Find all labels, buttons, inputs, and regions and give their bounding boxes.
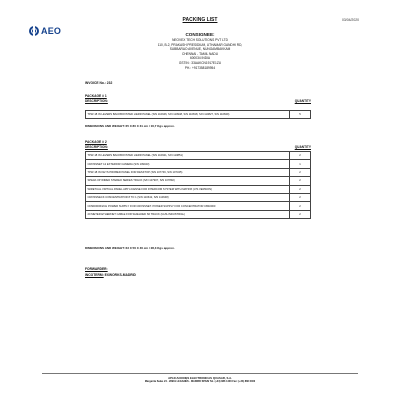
item-quantity: 2 [290,210,311,218]
consignee-block [0,32,400,70]
package-2-header [85,145,311,149]
description-header: DESCRIPTION: [85,99,108,103]
logo-text: AEO [41,26,62,36]
table-row [86,160,311,168]
table-row [86,111,311,119]
table-row [86,202,311,210]
item-quantity: 2 [290,193,311,201]
consignee-line: PH.: +917358189954 [184,65,216,70]
incoterm-label: INCOTERM: [85,273,104,277]
package-1-dimensions: DIMENSIONS AND WEIGHT: 65 X 80 X 31 cm / 16,7 Kgs approx. [85,124,175,128]
table-row [86,210,311,218]
consignee-line: 600034 INDIA [189,56,211,61]
item-quantity: 1 [290,160,311,168]
item-description: CROSSNET 12 EXTERIOR CAMERA (S/N 109043) [86,160,290,168]
consignee-line: SUBBARAO AVENUE, NUNGAMBAKKAM [169,47,231,52]
table-row [86,168,311,176]
item-description: CROSSNECK CONCENTRATOR 8 TO 1 (S/N 110642, S/N 110648) [86,193,290,201]
invoice-number: INVOICE No.: 232 [85,81,113,85]
table-row [86,152,311,160]
document-date: 03/04/2020 [342,18,359,22]
footer-company: APLICACIONES ELECTRONICAS QUASAR, S.A. [168,376,232,380]
footer-divider [42,373,358,374]
package-1-label: PACKAGE # 1 [85,94,107,98]
table-row [86,177,311,185]
consignee-line: CHENNAI - TAMIL NADU [181,51,219,56]
description-header: DESCRIPTION: [85,145,108,149]
item-quantity: 2 [290,185,311,193]
item-description: 20 METER ETHERNET CABLE FOR SHIELDED S6 TRACK (GUS-INDUSTRIAL) [86,210,290,218]
table-row [86,193,311,201]
footer-address: Margarita Salas 24 - 28919 LEGANÉS - MADRID SPAIN Tel. (+34) 886 1400 Fax: (+34) 886 6400 [144,380,256,383]
item-description: TPW-18 IN KEYS PROBED PANEL FOR DESKTOP (S/N 107746, S/N 107345) [86,168,290,176]
consignee-line: 110, B-2, PRAKASH PRESIDIUM, UTHAMAR GANDHI RD, [157,42,243,47]
package-2-table [85,151,311,219]
item-quantity: 2 [290,152,311,160]
consignee-line: GSTIN : 33AAKCN1917E1ZU [178,60,222,65]
item-quantity: 2 [290,168,311,176]
package-2-label: PACKAGE # 2 [85,140,107,144]
forwarder-label: FORWARDER: [85,267,108,271]
table-row [86,185,311,193]
item-description: TPW-18 IN LEVERS BACKBOXSTED LIERR PANEL (S/N 110946, S/N 110948, S/N 110818, S/N 110827, S/N 110849) [86,111,290,119]
item-description: WIRETUAL VIRTUAL PANEL APP LICENSE FOR INTERCOM SYSTEM WITH MATRIX (V/S VERSION) [86,185,290,193]
item-description: SPEAK.0P WIRED STEREO SERIES TRACK (S/N 107907, S/N 107892) [86,177,290,185]
package-1-table [85,110,311,119]
quantity-header: QUANTITY [294,99,311,103]
item-quantity: 2 [290,202,311,210]
item-description: TPW-18 IN LEVERS BACKBOXSTED LIERR PANEL (S/N 110921, S/N 110851) [86,152,290,160]
incoterm-value: EXWORKS-MADRID [104,273,136,277]
incoterm-line [85,273,136,277]
quantity-header: QUANTITY [294,145,311,149]
package-1-header [85,99,311,103]
item-quantity: 5 [290,111,311,119]
consignee-line: NEOVEX TECH SOLUTIONS PVT LTD [172,38,228,42]
consignee-heading: CONSIGNEE: [185,32,215,37]
page-title: PACKING LIST [182,17,218,23]
package-2-dimensions: DIMENSIONS AND WEIGHT: 63 X 56 X 46 cm / 28,3 Kgs approx. [85,246,175,250]
item-description: CDSD0006/2CH POWER SUPPLY FOR CROSSNET. POWER SUPPLY FOR CONCENTRATOR CB40000 [86,202,290,210]
item-quantity: 2 [290,177,311,185]
